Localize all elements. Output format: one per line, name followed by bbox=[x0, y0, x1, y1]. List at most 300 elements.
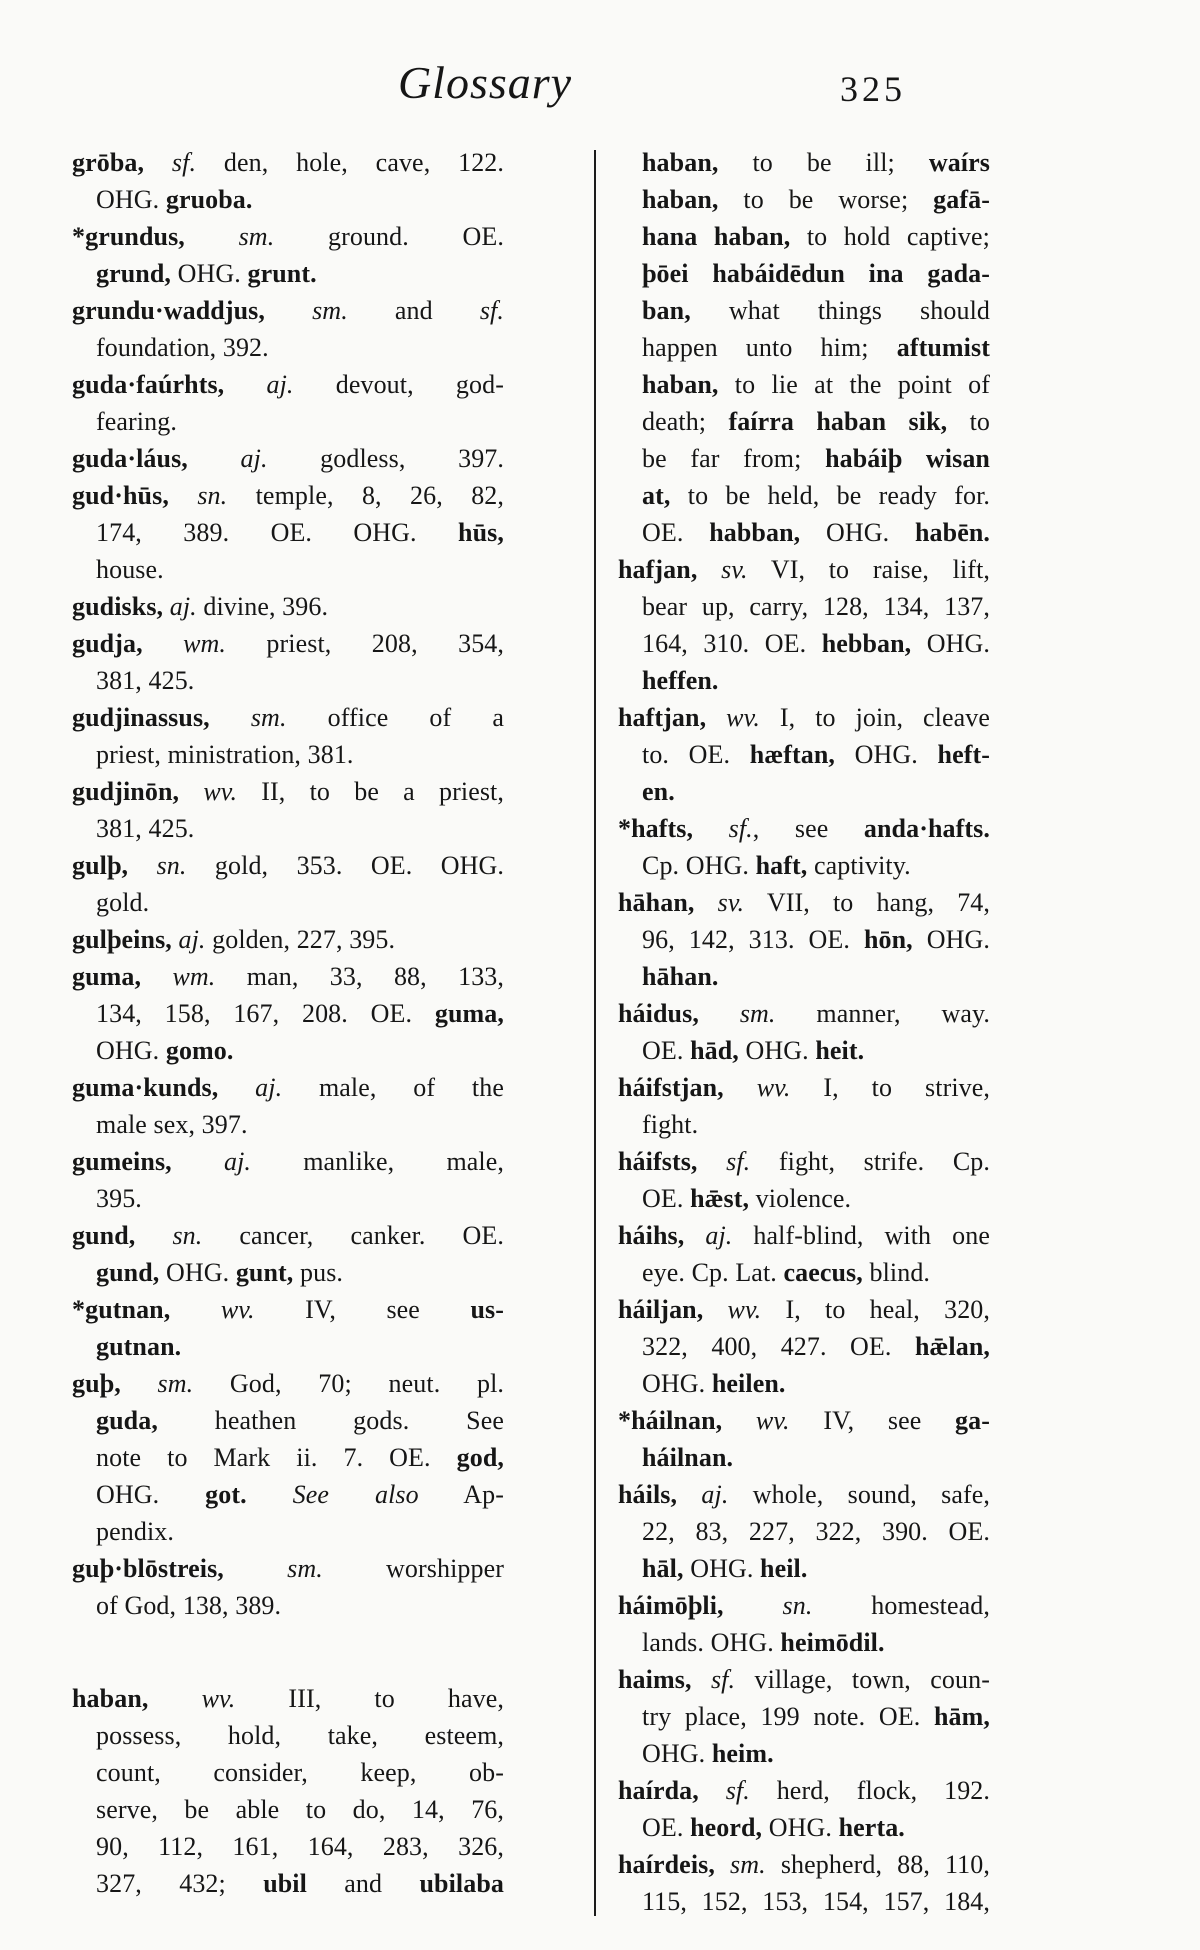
gothic-word: guma·kunds, bbox=[72, 1073, 256, 1102]
glossary-line bbox=[618, 181, 990, 218]
gothic-word: hād, bbox=[690, 1036, 739, 1065]
gloss-text: 395. bbox=[96, 1184, 142, 1213]
gothic-word: hāhan. bbox=[642, 962, 719, 991]
grammar-abbrev: aj. bbox=[178, 925, 206, 954]
gothic-word: þōei habáidēdun ina gada- bbox=[642, 259, 990, 288]
gothic-word: gudisks, bbox=[72, 592, 170, 621]
glossary-line bbox=[72, 477, 504, 514]
gloss-text: OHG. bbox=[96, 185, 166, 214]
glossary-line bbox=[618, 329, 990, 366]
grammar-abbrev: sm. bbox=[238, 222, 275, 251]
glossary-line bbox=[72, 1106, 504, 1143]
gothic-word: grundu·waddjus, bbox=[72, 296, 313, 325]
gothic-word: ubil bbox=[263, 1869, 307, 1898]
glossary-line bbox=[618, 1698, 990, 1735]
gloss-text: , see bbox=[752, 814, 864, 843]
gloss-text: OHG. bbox=[683, 1554, 761, 1583]
gothic-word: gund, bbox=[96, 1258, 160, 1287]
gloss-text: 96, 142, 313. OE. bbox=[642, 925, 864, 954]
grammar-abbrev: wv. bbox=[726, 703, 760, 732]
glossary-line bbox=[618, 736, 990, 773]
gloss-text: to be ill; bbox=[718, 148, 929, 177]
gothic-word: grunt. bbox=[247, 259, 317, 288]
glossary-line bbox=[618, 1291, 990, 1328]
gloss-text: to hold captive; bbox=[790, 222, 990, 251]
glossary-line bbox=[618, 1661, 990, 1698]
gothic-word: en. bbox=[642, 777, 675, 806]
grammar-abbrev: sf. bbox=[171, 148, 197, 177]
gothic-word: got. bbox=[205, 1480, 247, 1509]
gloss-text: III, to have, bbox=[235, 1684, 504, 1713]
grammar-abbrev: sf. bbox=[710, 1665, 736, 1694]
glossary-line bbox=[72, 440, 504, 477]
glossary-line bbox=[618, 958, 990, 995]
gloss-text: male, of the bbox=[282, 1073, 504, 1102]
gothic-word: waírs bbox=[928, 148, 990, 177]
glossary-line bbox=[72, 1439, 504, 1476]
glossary-line bbox=[618, 366, 990, 403]
gloss-text: godless, 397. bbox=[267, 444, 504, 473]
gloss-text: to lie at the point of bbox=[718, 370, 990, 399]
glossary-line bbox=[618, 292, 990, 329]
gothic-word: háifsts, bbox=[618, 1147, 727, 1176]
glossary-line bbox=[72, 1865, 504, 1902]
gothic-word: heit. bbox=[815, 1036, 865, 1065]
gloss-text: OHG. bbox=[762, 1813, 839, 1842]
gothic-word: hāl, bbox=[642, 1554, 684, 1583]
glossary-line bbox=[72, 1587, 504, 1624]
glossary-line bbox=[618, 662, 990, 699]
gloss-text: to bbox=[947, 407, 990, 436]
glossary-line bbox=[72, 1476, 504, 1513]
grammar-abbrev: wv. bbox=[203, 777, 238, 806]
grammar-abbrev: aj. bbox=[169, 592, 197, 621]
glossary-line bbox=[72, 255, 504, 292]
glossary-line bbox=[618, 551, 990, 588]
gloss-text: violence. bbox=[749, 1184, 852, 1213]
glossary-line bbox=[72, 1032, 504, 1069]
glossary-line bbox=[618, 1476, 990, 1513]
gloss-text: OHG. bbox=[835, 740, 938, 769]
glossary-line bbox=[618, 588, 990, 625]
gloss-text: man, 33, 88, 133, bbox=[215, 962, 504, 991]
grammar-abbrev: sm. bbox=[250, 703, 287, 732]
glossary-line bbox=[618, 1624, 990, 1661]
gloss-text: devout, god- bbox=[293, 370, 504, 399]
gloss-text: OHG. bbox=[911, 629, 990, 658]
gloss-text: house. bbox=[96, 555, 164, 584]
gothic-word: háimōþli, bbox=[618, 1591, 783, 1620]
gloss-text: death; bbox=[642, 407, 729, 436]
glossary-line bbox=[618, 1513, 990, 1550]
grammar-abbrev: sv. bbox=[717, 888, 745, 917]
glossary-line bbox=[618, 514, 990, 551]
gloss-text: half-blind, with one bbox=[732, 1221, 990, 1250]
gloss-text: 381, 425. bbox=[96, 666, 195, 695]
gothic-word: heord, bbox=[690, 1813, 763, 1842]
glossary-line bbox=[618, 773, 990, 810]
glossary-line bbox=[618, 921, 990, 958]
section-gap bbox=[72, 1624, 504, 1680]
gothic-word: hǣst, bbox=[690, 1184, 750, 1213]
gothic-word: gutnan. bbox=[96, 1332, 182, 1361]
gothic-word: heil. bbox=[760, 1554, 808, 1583]
gothic-word: *grundus, bbox=[72, 222, 239, 251]
gothic-word: haft, bbox=[755, 851, 808, 880]
glossary-line bbox=[618, 1402, 990, 1439]
gloss-text: OHG. bbox=[642, 1739, 712, 1768]
page-number: 325 bbox=[840, 69, 906, 109]
gloss-text: IV, see bbox=[789, 1406, 956, 1435]
gothic-word: guda, bbox=[96, 1406, 158, 1435]
page-header-title: Glossary bbox=[397, 57, 573, 108]
gloss-text: what things should bbox=[690, 296, 990, 325]
gloss-text: VII, to hang, 74, bbox=[744, 888, 990, 917]
glossary-line bbox=[618, 1550, 990, 1587]
glossary-line bbox=[72, 847, 504, 884]
glossary-line bbox=[72, 1754, 504, 1791]
gothic-word: háiljan, bbox=[618, 1295, 728, 1324]
glossary-line bbox=[618, 1328, 990, 1365]
gloss-text: 174, 389. OE. OHG. bbox=[96, 518, 459, 547]
gothic-word: háils, bbox=[618, 1480, 702, 1509]
gothic-word: gudja, bbox=[72, 629, 184, 658]
gloss-text: 22, 83, 227, 322, 390. OE. bbox=[642, 1517, 990, 1546]
grammar-abbrev: wm. bbox=[172, 962, 216, 991]
glossary-line bbox=[72, 995, 504, 1032]
gothic-word: faírra haban sik, bbox=[728, 407, 948, 436]
glossary-line bbox=[618, 255, 990, 292]
grammar-abbrev: wv. bbox=[727, 1295, 762, 1324]
gloss-text: 115, 152, 153, 154, 157, 184, bbox=[642, 1887, 990, 1916]
gloss-text: manlike, male, bbox=[251, 1147, 504, 1176]
gloss-text: fearing. bbox=[96, 407, 177, 436]
grammar-abbrev: sn. bbox=[156, 851, 187, 880]
grammar-abbrev: sf. bbox=[479, 296, 504, 325]
gloss-text: try place, 199 note. OE. bbox=[642, 1702, 934, 1731]
gothic-word: habban, bbox=[709, 518, 801, 547]
glossary-line bbox=[72, 736, 504, 773]
gloss-text: divine, 396. bbox=[196, 592, 329, 621]
gothic-word: ban, bbox=[642, 296, 691, 325]
gothic-word: gulþeins, bbox=[72, 925, 179, 954]
grammar-abbrev: See also bbox=[292, 1480, 419, 1509]
glossary-line bbox=[618, 1365, 990, 1402]
glossary-line bbox=[72, 625, 504, 662]
grammar-abbrev: aj. bbox=[705, 1221, 733, 1250]
gothic-word: hæftan, bbox=[749, 740, 835, 769]
gothic-word: háifstjan, bbox=[618, 1073, 757, 1102]
gloss-text: shepherd, 88, 110, bbox=[765, 1850, 990, 1879]
gloss-text: OHG. bbox=[159, 1258, 236, 1287]
gloss-text: lands. OHG. bbox=[642, 1628, 781, 1657]
gothic-word: caecus, bbox=[783, 1258, 863, 1287]
glossary-line bbox=[72, 1717, 504, 1754]
gloss-text: OHG. bbox=[738, 1036, 816, 1065]
glossary-line bbox=[618, 1032, 990, 1069]
gloss-text: OE. bbox=[642, 1813, 691, 1842]
grammar-abbrev: sm. bbox=[730, 1850, 766, 1879]
gothic-word: gud·hūs, bbox=[72, 481, 198, 510]
grammar-abbrev: sm. bbox=[312, 296, 348, 325]
gothic-word: gumeins, bbox=[72, 1147, 224, 1176]
gothic-word: habáiþ wisan bbox=[825, 444, 990, 473]
gothic-word: haírda, bbox=[618, 1776, 726, 1805]
gloss-text: God, 70; neut. pl. bbox=[193, 1369, 505, 1398]
gothic-word: hām, bbox=[933, 1702, 990, 1731]
gloss-text: office of a bbox=[286, 703, 504, 732]
glossary-line bbox=[618, 440, 990, 477]
gloss-text: heathen gods. See bbox=[157, 1406, 504, 1435]
grammar-abbrev: aj. bbox=[240, 444, 268, 473]
gothic-word: ga- bbox=[955, 1406, 990, 1435]
gloss-text: OHG. bbox=[642, 1369, 712, 1398]
gloss-text: note to Mark ii. 7. OE. bbox=[96, 1443, 457, 1472]
glossary-line bbox=[72, 699, 504, 736]
gloss-text: gold, 353. OE. OHG. bbox=[186, 851, 504, 880]
gothic-word: hāhan, bbox=[618, 888, 718, 917]
glossary-line bbox=[618, 1439, 990, 1476]
gloss-text: of God, 138, 389. bbox=[96, 1591, 282, 1620]
gloss-text: priest, 208, 354, bbox=[226, 629, 504, 658]
gloss-text: OHG. bbox=[912, 925, 990, 954]
glossary-line bbox=[72, 1791, 504, 1828]
gothic-word: guþ, bbox=[72, 1369, 158, 1398]
glossary-line bbox=[72, 403, 504, 440]
grammar-abbrev: sf. bbox=[726, 1147, 751, 1176]
gloss-text: II, to be a priest, bbox=[237, 777, 504, 806]
gothic-word: haftjan, bbox=[618, 703, 727, 732]
grammar-abbrev: wm. bbox=[183, 629, 227, 658]
gloss-text: ground. OE. bbox=[274, 222, 504, 251]
glossary-line bbox=[72, 1143, 504, 1180]
grammar-abbrev: aj. bbox=[255, 1073, 283, 1102]
glossary-line bbox=[618, 1217, 990, 1254]
gothic-word: hǣlan, bbox=[914, 1332, 990, 1361]
gloss-text: cancer, canker. OE. bbox=[202, 1221, 504, 1250]
gothic-word: heim. bbox=[711, 1739, 774, 1768]
glossary-line bbox=[618, 1587, 990, 1624]
gothic-word: haban, bbox=[642, 148, 719, 177]
gloss-text: OE. bbox=[642, 1036, 691, 1065]
gloss-text: OHG. bbox=[96, 1036, 166, 1065]
glossary-line bbox=[72, 1217, 504, 1254]
gothic-word: guþ·blōstreis, bbox=[72, 1554, 288, 1583]
glossary-line bbox=[72, 958, 504, 995]
gothic-word: haban, bbox=[642, 185, 719, 214]
gothic-word: heimōdil. bbox=[780, 1628, 885, 1657]
gloss-text: 164, 310. OE. bbox=[642, 629, 822, 658]
gothic-word: *gutnan, bbox=[72, 1295, 221, 1324]
gothic-word: at, bbox=[642, 481, 671, 510]
gothic-word: heffen. bbox=[642, 666, 719, 695]
gloss-text: bear up, carry, 128, 134, 137, bbox=[642, 592, 990, 621]
glossary-line bbox=[72, 921, 504, 958]
gloss-text: IV, see bbox=[254, 1295, 471, 1324]
glossary-line bbox=[72, 1291, 504, 1328]
grammar-abbrev: wv. bbox=[220, 1295, 255, 1324]
gothic-word: guma, bbox=[72, 962, 173, 991]
glossary-line bbox=[618, 1735, 990, 1772]
glossary-line bbox=[72, 662, 504, 699]
gloss-text bbox=[247, 1480, 293, 1509]
gloss-text: temple, 8, 26, 82, bbox=[227, 481, 504, 510]
gloss-text: OE. bbox=[642, 518, 710, 547]
glossary-line bbox=[618, 810, 990, 847]
gothic-word: hafjan, bbox=[618, 555, 722, 584]
gloss-text: 381, 425. bbox=[96, 814, 195, 843]
gothic-word: guma, bbox=[434, 999, 504, 1028]
right-column bbox=[618, 144, 990, 1920]
gothic-word: aftumist bbox=[896, 333, 990, 362]
glossary-line bbox=[618, 1143, 990, 1180]
glossary-line bbox=[72, 1828, 504, 1865]
gloss-text: OHG. bbox=[171, 259, 248, 288]
glossary-line bbox=[618, 995, 990, 1032]
gothic-word: háihs, bbox=[618, 1221, 706, 1250]
grammar-abbrev: sm. bbox=[287, 1554, 323, 1583]
grammar-abbrev: wv. bbox=[756, 1073, 791, 1102]
glossary-line bbox=[72, 588, 504, 625]
glossary-line bbox=[618, 477, 990, 514]
glossary-line bbox=[72, 181, 504, 218]
gothic-word: hūs, bbox=[458, 518, 504, 547]
gloss-text: I, to strive, bbox=[790, 1073, 991, 1102]
gloss-text: foundation, 392. bbox=[96, 333, 269, 362]
glossary-line bbox=[618, 403, 990, 440]
gloss-text: den, hole, cave, 122. bbox=[196, 148, 504, 177]
gloss-text: village, town, coun- bbox=[735, 1665, 990, 1694]
gothic-word: us- bbox=[470, 1295, 504, 1324]
gloss-text: I, to heal, 320, bbox=[761, 1295, 990, 1324]
gothic-word: haban, bbox=[642, 370, 719, 399]
glossary-line bbox=[72, 329, 504, 366]
gloss-text: 134, 158, 167, 208. OE. bbox=[96, 999, 435, 1028]
glossary-line bbox=[72, 773, 504, 810]
gloss-text: 90, 112, 161, 164, 283, 326, bbox=[96, 1832, 504, 1861]
column-divider-rule bbox=[594, 150, 596, 1916]
gothic-word: háidus, bbox=[618, 999, 740, 1028]
grammar-abbrev: wv. bbox=[201, 1684, 236, 1713]
glossary-line bbox=[618, 625, 990, 662]
gloss-text: pus. bbox=[293, 1258, 344, 1287]
glossary-line bbox=[72, 1180, 504, 1217]
grammar-abbrev: aj. bbox=[266, 370, 294, 399]
gothic-word: grund, bbox=[96, 259, 172, 288]
glossary-line bbox=[72, 1365, 504, 1402]
gloss-text: and bbox=[347, 296, 480, 325]
glossary-line bbox=[72, 551, 504, 588]
gloss-text: to be worse; bbox=[718, 185, 934, 214]
glossary-line bbox=[72, 218, 504, 255]
gothic-word: hōn, bbox=[863, 925, 913, 954]
glossary-line bbox=[72, 514, 504, 551]
gothic-word: hana haban, bbox=[642, 222, 791, 251]
glossary-line bbox=[618, 144, 990, 181]
gloss-text: I, to join, cleave bbox=[759, 703, 991, 732]
glossary-line bbox=[618, 1254, 990, 1291]
gloss-text: eye. Cp. Lat. bbox=[642, 1258, 784, 1287]
gloss-text: worshipper bbox=[322, 1554, 504, 1583]
glossary-line bbox=[618, 884, 990, 921]
grammar-abbrev: sm. bbox=[739, 999, 776, 1028]
gloss-text: to. OE. bbox=[642, 740, 750, 769]
grammar-abbrev: sn. bbox=[782, 1591, 813, 1620]
gothic-word: guda·láus, bbox=[72, 444, 241, 473]
glossary-line bbox=[72, 1328, 504, 1365]
gloss-text: fight, strife. Cp. bbox=[750, 1147, 990, 1176]
gloss-text: VI, to raise, lift, bbox=[747, 555, 990, 584]
glossary-line bbox=[72, 884, 504, 921]
glossary-line bbox=[618, 1180, 990, 1217]
glossary-line bbox=[72, 1513, 504, 1550]
gloss-text: to be held, be ready for. bbox=[670, 481, 990, 510]
grammar-abbrev: aj. bbox=[223, 1147, 251, 1176]
gothic-word: habēn. bbox=[914, 518, 990, 547]
glossary-line bbox=[72, 366, 504, 403]
gloss-text: homestead, bbox=[812, 1591, 990, 1620]
gothic-word: háilnan. bbox=[642, 1443, 734, 1472]
grammar-abbrev: sf. bbox=[725, 1776, 750, 1805]
gloss-text: happen unto him; bbox=[642, 333, 897, 362]
gloss-text: gold. bbox=[96, 888, 150, 917]
glossary-line bbox=[618, 1069, 990, 1106]
gloss-text: possess, hold, take, esteem, bbox=[96, 1721, 504, 1750]
gothic-word: gudjinassus, bbox=[72, 703, 251, 732]
glossary-line bbox=[72, 1254, 504, 1291]
glossary-line bbox=[72, 292, 504, 329]
gloss-text: OHG. bbox=[96, 1480, 206, 1509]
gloss-text: captivity. bbox=[807, 851, 911, 880]
grammar-abbrev: wv. bbox=[755, 1406, 790, 1435]
gothic-word: gafā- bbox=[933, 185, 990, 214]
gloss-text: OHG. bbox=[800, 518, 915, 547]
gothic-word: *hafts, bbox=[618, 814, 729, 843]
gloss-text: Ap- bbox=[418, 1480, 504, 1509]
gothic-word: herta. bbox=[838, 1813, 905, 1842]
glossary-line bbox=[618, 699, 990, 736]
gloss-text: herd, flock, 192. bbox=[749, 1776, 990, 1805]
gloss-text: male sex, 397. bbox=[96, 1110, 248, 1139]
gothic-word: haims, bbox=[618, 1665, 711, 1694]
glossary-line bbox=[72, 144, 504, 181]
gothic-word: haírdeis, bbox=[618, 1850, 731, 1879]
gothic-word: hebban, bbox=[821, 629, 912, 658]
gloss-text: manner, way. bbox=[775, 999, 990, 1028]
gothic-word: gudjinōn, bbox=[72, 777, 204, 806]
glossary-line bbox=[72, 1069, 504, 1106]
gothic-word: *háilnan, bbox=[618, 1406, 756, 1435]
glossary-line bbox=[618, 1106, 990, 1143]
glossary-line bbox=[618, 847, 990, 884]
gothic-word: god, bbox=[456, 1443, 504, 1472]
grammar-abbrev: sv. bbox=[721, 555, 748, 584]
glossary-line bbox=[618, 1809, 990, 1846]
grammar-abbrev: sm. bbox=[157, 1369, 194, 1398]
gloss-text: fight. bbox=[642, 1110, 699, 1139]
glossary-line bbox=[72, 1680, 504, 1717]
grammar-abbrev: sn. bbox=[197, 481, 228, 510]
gothic-word: gruoba. bbox=[165, 185, 253, 214]
glossary-line bbox=[618, 1883, 990, 1920]
gloss-text: blind. bbox=[862, 1258, 931, 1287]
glossary-line bbox=[72, 1550, 504, 1587]
glossary-line bbox=[72, 810, 504, 847]
gloss-text: be far from; bbox=[642, 444, 826, 473]
gothic-word: grōba, bbox=[72, 148, 172, 177]
gothic-word: guda·faúrhts, bbox=[72, 370, 267, 399]
grammar-abbrev: sf. bbox=[728, 814, 753, 843]
